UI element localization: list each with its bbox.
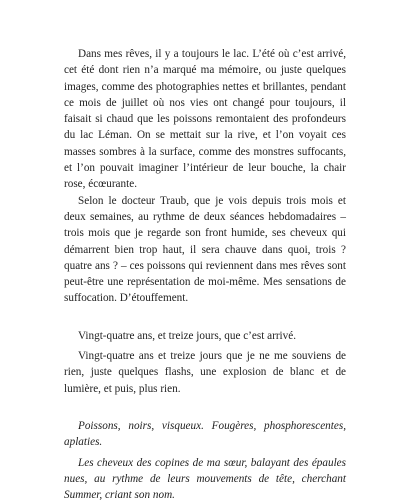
paragraph-no-memory: Vingt-quatre ans et treize jours que je ne me souviens de rien, juste quelques flashs, une explosion de blanc et de lumière, et puis, plus rien.: [64, 350, 346, 395]
paragraph-fish-ferns: Poissons, noirs, visqueux. Fougères, phosphorescentes, aplaties.: [64, 419, 346, 449]
section-break: [64, 397, 346, 418]
section-break: [64, 307, 346, 328]
paragraph-doctor-traub: Selon le docteur Traub, que je vois depuis trois mois et deux semaines, au rythme de deux séances hebdomadaires – trois mois que je regarde son front humide, ses cheveux qui démarrent bien trop haut, il sera chauve dans quoi, trois ? quatre ans ? – ces poissons qui reviennent dans mes rêves sont peut-être une représentation de moi-même. Mes sensations de suffocation. D’étouffement.: [64, 194, 346, 305]
book-page: [64, 46, 346, 503]
paragraph-lake-dream: Dans mes rêves, il y a toujours le lac. L’été où c’est arrivé, cet été dont rien n’a marqué ma mémoire, ou juste quelques images, comme des photographies nettes et brillantes, pendant ce mois de juillet où nos vies ont changé pour toujours, il faisait si chaud que les poissons remontaient des profondeurs du lac Léman. On se mettait sur la rive, et l’on voyait ces masses sombres à la surface, comme des monstres suffocants, et l’on pouvait imaginer l’intérieur de leur bouche, la chair rose, écœurante.: [64, 48, 346, 191]
paragraph-sister-friends: Les cheveux des copines de ma sœur, balayant des épaules nues, au rythme de leurs mouvements de tête, cherchant Summer, criant son nom.: [64, 456, 346, 502]
paragraph-twenty-four-years: Vingt-quatre ans, et treize jours, que c’est arrivé.: [78, 329, 297, 342]
